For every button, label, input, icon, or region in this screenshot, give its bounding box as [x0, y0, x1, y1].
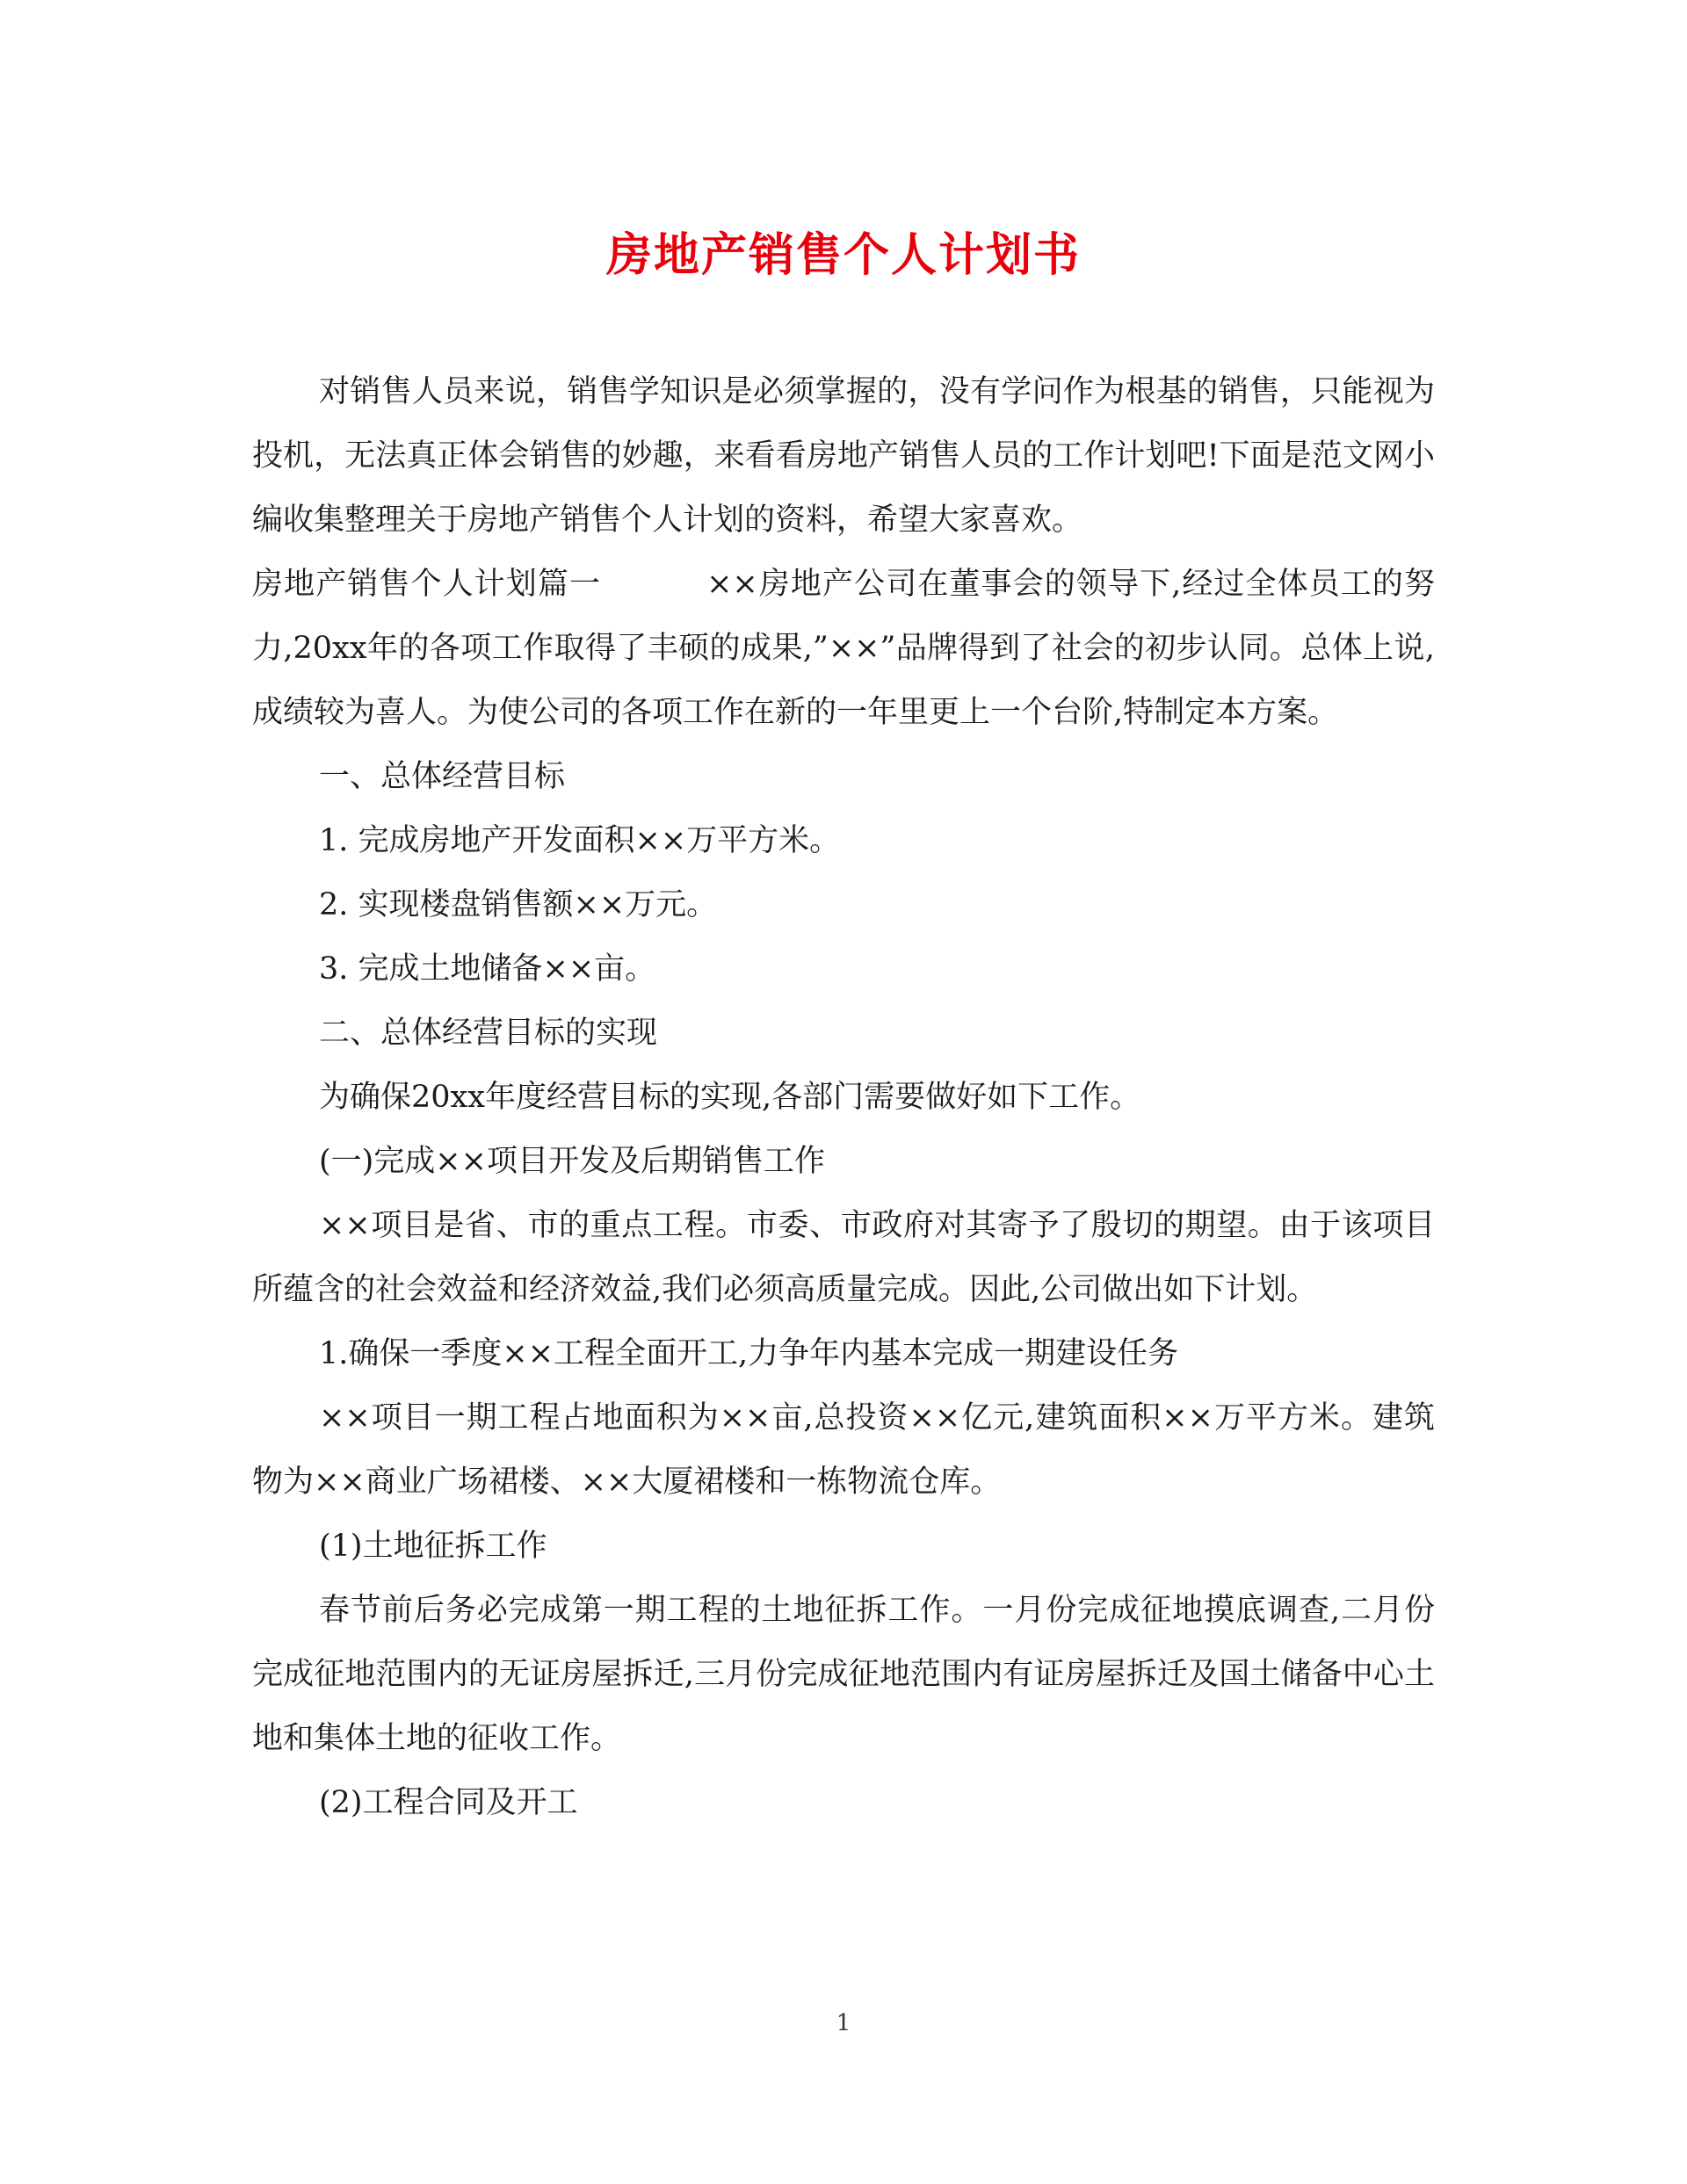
paragraph: ××项目一期工程占地面积为××亩,总投资××亿元,建筑面积××万平方米。建筑物为××商业广场裙楼、××大厦裙楼和一栋物流仓库。 — [252, 1400, 1435, 1500]
paragraph: 春节前后务必完成第一期工程的土地征拆工作。一月份完成征地摸底调查,二月份完成征地范围内的无证房屋拆迁,三月份完成征地范围内有证房屋拆迁及国土储备中心土地和集体土地的征收工作。 — [252, 1593, 1435, 1756]
document-title: 房地产销售个人计划书 — [605, 228, 1081, 282]
heading-2: 二、总体经营目标的实现 — [319, 1016, 658, 1051]
paragraph: ××项目是省、市的重点工程。市委、市政府对其寄予了殷切的期望。由于该项目所蕴含的社会效益和经济效益,我们必须高质量完成。因此,公司做出如下计划。 — [252, 1208, 1435, 1307]
subheading: (2)工程合同及开工 — [319, 1785, 578, 1820]
section-label: 房地产销售个人计划篇一 — [252, 567, 602, 602]
subheading: 1.确保一季度××工程全面开工,力争年内基本完成一期建设任务 — [319, 1336, 1179, 1371]
page-number: 1 — [836, 2010, 851, 2036]
subheading: (1)土地征拆工作 — [319, 1529, 547, 1564]
list-item: 1. 完成房地产开发面积××万平方米。 — [319, 823, 841, 858]
plan-paragraph-1 — [252, 553, 1435, 745]
list-item: 2. 实现楼盘销售额××万元。 — [319, 887, 718, 922]
section-body: ××房地产公司在董事会的领导下,经过全体员工的努力,20xx年的各项工作取得了丰硕的成果,”××”品牌得到了社会的初步认同。总体上说,成绩较为喜人。为使公司的各项工作在新的一年里更上一个台阶,特制定本方案。 — [252, 567, 1435, 730]
heading-1: 一、总体经营目标 — [319, 759, 566, 794]
list-item: 3. 完成土地储备××亩。 — [319, 951, 656, 987]
intro-paragraph: 对销售人员来说，销售学知识是必须掌握的，没有学问作为根基的销售，只能视为投机，无法真正体会销售的妙趣，来看看房地产销售人员的工作计划吧!下面是范文网小编收集整理关于房地产销售个人计划的资料，希望大家喜欢。 — [252, 374, 1435, 538]
paragraph: 为确保20xx年度经营目标的实现,各部门需要做好如下工作。 — [319, 1080, 1141, 1115]
document-body — [252, 360, 1435, 1835]
subheading: (一)完成××项目开发及后期销售工作 — [319, 1144, 825, 1179]
